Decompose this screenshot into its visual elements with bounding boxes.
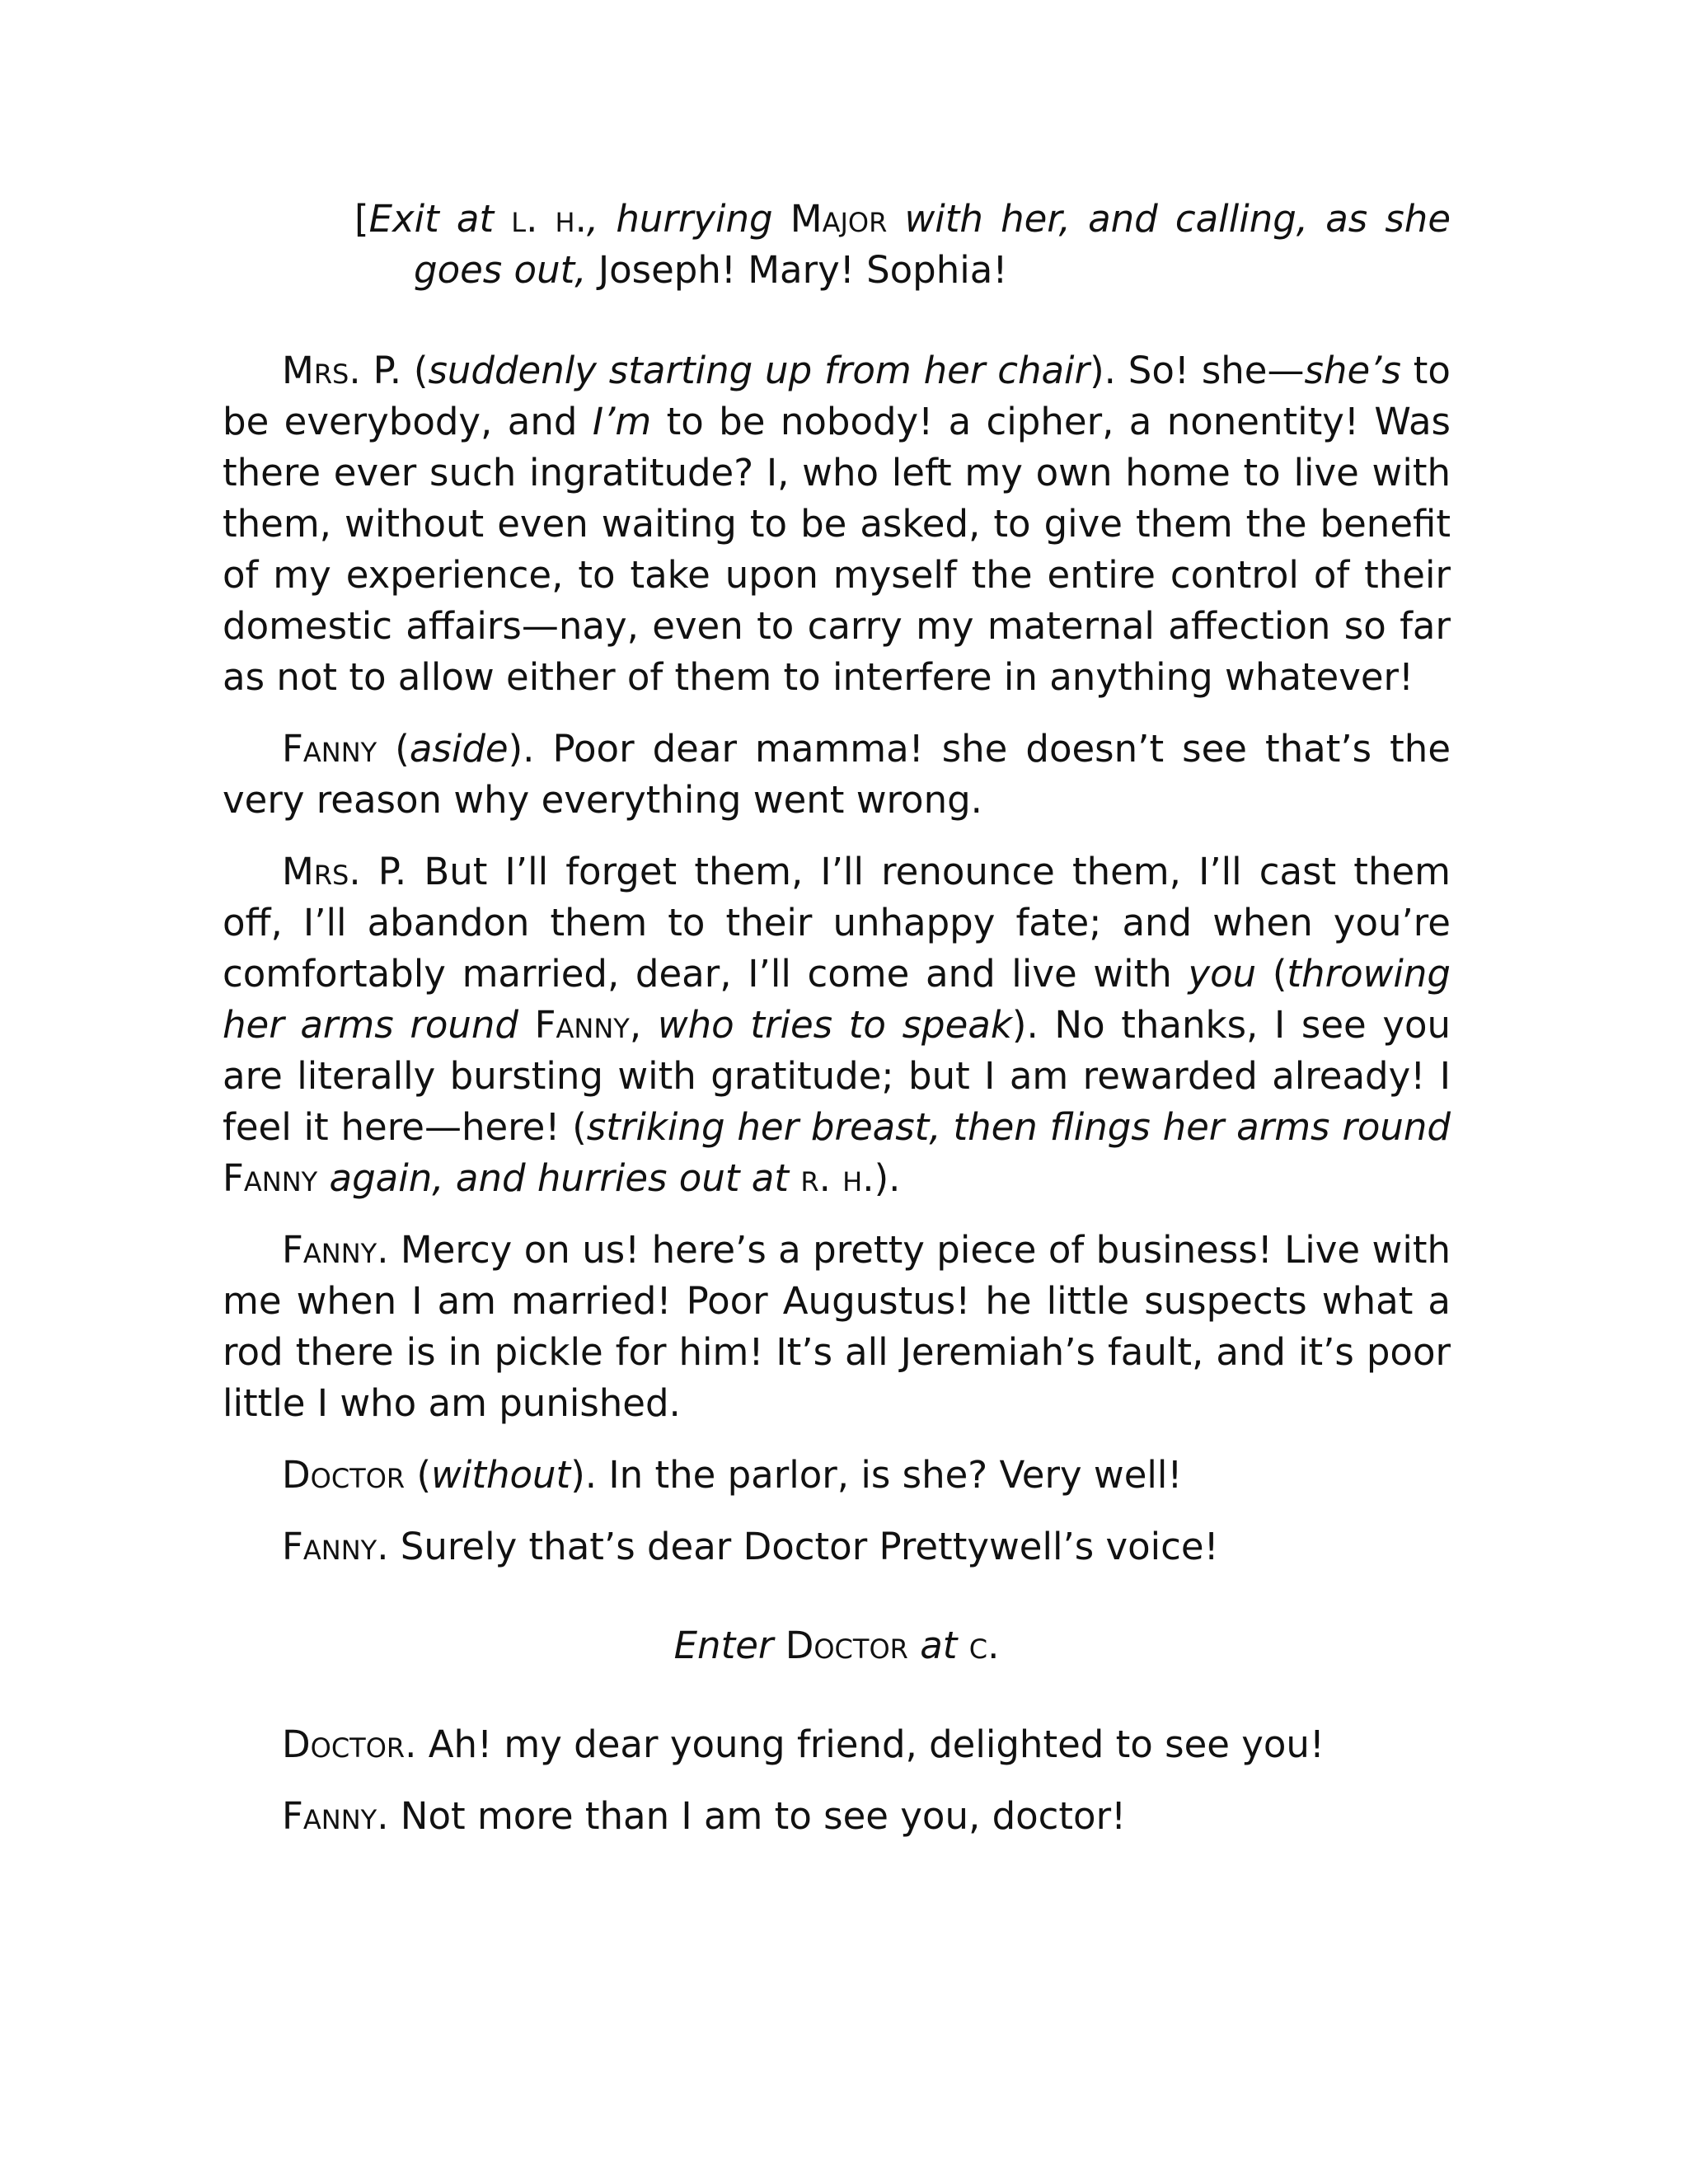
called-names: Joseph! Mary! Sophia! (598, 248, 1008, 292)
speaker-name: Doctor (282, 1453, 406, 1497)
text-run: ). No thanks, I see you are literally bursting with gratitude; but I am rewarded already! I feel it here—here! ( (223, 1003, 1451, 1149)
text-run: . Mercy on us! here’s a pretty piece of business! Live with me when I am married! Poor Augustus! he little suspects what a rod there is in pickle for him! It’s all Jeremiah’s fault, and it’s poor little I who am punished. (223, 1228, 1451, 1425)
bracket: [ (354, 197, 369, 241)
text-run: But I’ll forget them, I’ll renounce them, I’ll cast them off, I’ll abandon them to their unhappy fate; and when you’re comfortably married, dear, I’ll come and live with (223, 850, 1451, 996)
stage-position: r. h. (800, 1156, 874, 1200)
stage-direction-inline: who tries to speak (657, 1003, 1012, 1047)
text-run: . Surely that’s dear Doctor Prettywell’s voice! (377, 1525, 1219, 1568)
enter-stage-direction (223, 1620, 1451, 1671)
speaker-name: Fanny (282, 1228, 377, 1272)
text-run: ). (874, 1156, 901, 1200)
speech-fanny-4 (223, 1791, 1451, 1842)
speaker-name: Mrs. P. (282, 349, 401, 392)
speaker-name: Mrs. P. (282, 850, 407, 893)
text-run: ( (1272, 952, 1287, 996)
speaker-name: Fanny (282, 1794, 377, 1838)
direction-text: with her, and calling, as she goes out, (414, 197, 1451, 292)
speech-fanny-2 (223, 1225, 1451, 1429)
exit-text: Exit at (368, 197, 495, 241)
speech-mrs-p-2 (223, 846, 1451, 1204)
at-text: at (920, 1624, 958, 1667)
text-run: , (629, 1003, 642, 1047)
speech-fanny-3 (223, 1521, 1451, 1572)
text-run: to be everybody, and (223, 349, 1451, 443)
text-run: ). Poor dear mamma! she doesn’t see that’s the very reason why everything went wrong. (223, 727, 1451, 822)
character-name: Fanny (534, 1003, 630, 1047)
hurrying-text: , hurrying (586, 197, 773, 241)
text-run: ( (413, 349, 429, 392)
speech-mrs-p-1 (223, 345, 1451, 703)
stage-direction-inline: again, and hurries out at (329, 1156, 790, 1200)
speech-doctor-2 (223, 1719, 1451, 1770)
character-name: Doctor (785, 1624, 908, 1667)
speaker-name: Fanny (282, 1525, 377, 1568)
text-run: to be nobody! a cipher, a nonentity! Was there ever such ingratitude? I, who left my own home to live with them, without even waiting to be asked, to give them the benefit of my experience, to take upon myself the entire control of their domestic affairs—nay, even to carry my maternal affection so far as not to allow either of them to interfere in anything whatever! (223, 400, 1451, 699)
stage-direction-inline: suddenly starting up from her chair (428, 349, 1090, 392)
exit-stage-direction (354, 194, 1451, 296)
text-run: ( (395, 727, 410, 771)
speech-fanny-1 (223, 724, 1451, 826)
stage-position: l. h. (511, 197, 587, 241)
character-name: Fanny (223, 1156, 318, 1200)
emphasis: she’s (1304, 349, 1401, 392)
emphasis: I’m (592, 400, 652, 443)
text-run: ). In the parlor, is she? Very well! (570, 1453, 1183, 1497)
stage-direction-inline: without (431, 1453, 571, 1497)
speech-doctor-1 (223, 1450, 1451, 1501)
stage-position: c. (968, 1624, 1000, 1667)
enter-text: Enter (673, 1624, 774, 1667)
play-page (223, 194, 1451, 1842)
emphasis: you (1188, 952, 1257, 996)
text-run: ). So! she— (1090, 349, 1305, 392)
text-run: ( (416, 1453, 432, 1497)
character-name: Major (790, 197, 888, 241)
stage-direction-inline: throwing her arms round (223, 952, 1451, 1047)
text-run: . Ah! my dear young friend, delighted to see you! (405, 1722, 1325, 1766)
stage-direction-inline: striking her breast, then flings her arms round (586, 1105, 1451, 1149)
speaker-name: Fanny (282, 727, 377, 771)
text-run: . Not more than I am to see you, doctor! (377, 1794, 1127, 1838)
speaker-name: Doctor (282, 1722, 406, 1766)
stage-direction-inline: aside (409, 727, 509, 771)
